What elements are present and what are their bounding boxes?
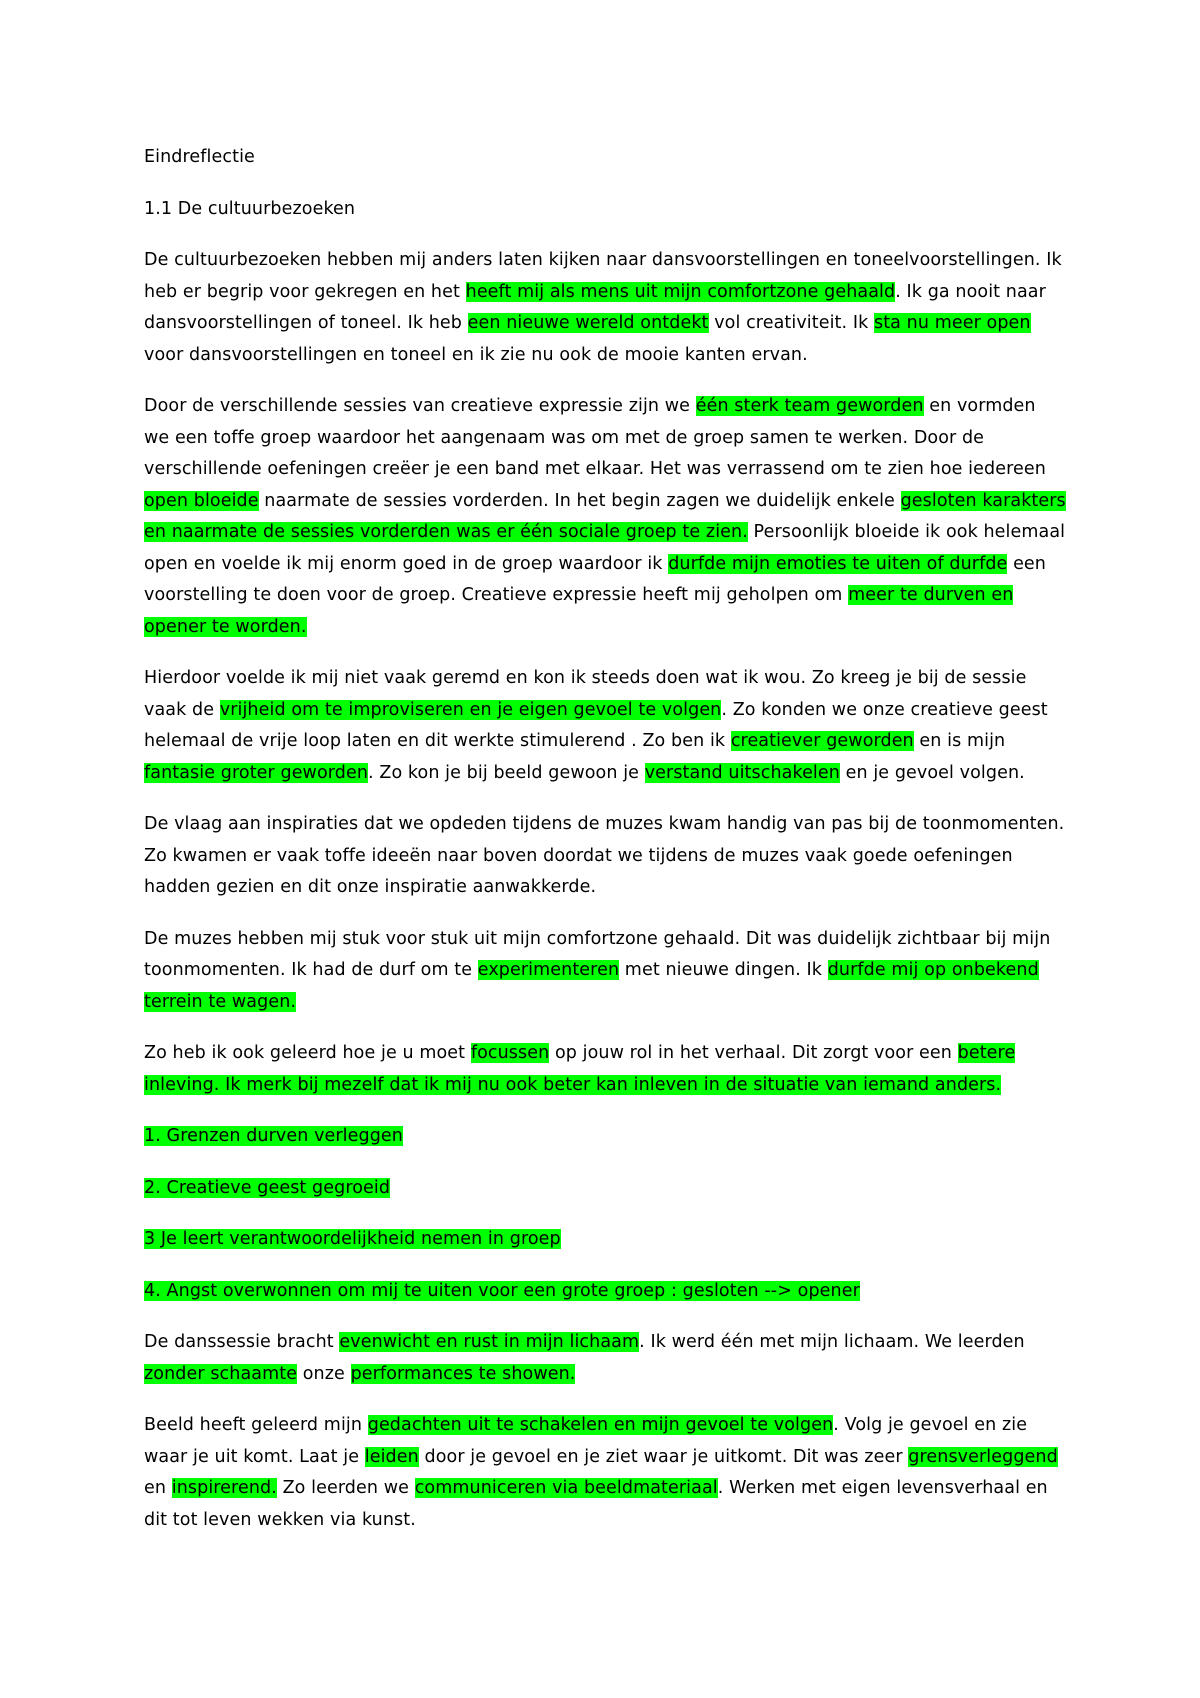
paragraph [144,924,1066,1019]
highlighted-text: verstand uitschakelen [644,762,840,783]
highlighted-text: één sterk team geworden [695,396,924,416]
paragraph [144,1038,1066,1101]
highlighted-text: durfde mij op onbekend terrein te wagen. [144,960,1039,1012]
highlighted-text: 1. Grenzen durven verleggen [144,1126,403,1146]
text-run: Zo leerden we [276,1478,415,1498]
paragraph [144,1121,1066,1153]
highlighted-text: gedachten uit te schakelen en mijn gevoel te volgen [367,1415,834,1435]
text-run: op jouw rol in het verhaal. Dit zorgt voor een [549,1043,958,1063]
highlighted-text: heeft mij als mens uit mijn comfortzone gehaald [465,281,896,302]
highlighted-text: open bloeide [144,490,259,511]
text-run: . Ik werd één met mijn lichaam. We leerden [639,1332,1025,1352]
highlighted-text: betere inleving. Ik merk bij mezelf dat ik mij nu ook beter kan inleven in de situatie van iemand anders. [144,1043,1016,1095]
text-run: en je gevoel volgen. [839,762,1025,783]
highlighted-text: fantasie groter geworden [144,762,369,783]
text-run: . Werken met eigen levensverhaal en dit tot leven wekken via kunst. [144,1478,1048,1530]
highlighted-text: vrijheid om te improviseren en je eigen gevoel te volgen [219,699,722,720]
paragraph [144,809,1066,904]
text-run: De muzes hebben mij stuk voor stuk uit mijn comfortzone gehaald. Dit was duidelijk zichtbaar bij mijn toonmomenten. Ik had de durf om te [144,928,1051,980]
paragraph [144,1173,1066,1205]
highlighted-text: 2. Creatieve geest gegroeid [144,1177,391,1198]
text-run: door je gevoel en je ziet waar je uitkomt. Dit was zeer [418,1446,909,1467]
text-run: . Ik ga nooit naar dansvoorstellingen of toneel. Ik heb [144,281,1046,333]
paragraph-list [144,245,1066,1536]
text-run: . Zo kon je bij beeld gewoon je [368,762,645,783]
paragraph [144,245,1066,371]
paragraph [144,391,1066,643]
text-run: De vlaag aan inspiraties dat we opdeden tijdens de muzes kwam handig van pas bij de toonmomenten. Zo kwamen er vaak toffe ideeën naar boven doordat we tijdens de muzes vaak goede oefeningen hadden gezien en dit onze inspiratie aanwakkerde. [144,814,1065,897]
highlighted-text: inspirerend. [171,1478,277,1498]
highlighted-text: durfde mijn emoties te uiten of durfde [668,553,1008,574]
text-run: . Volg je gevoel en zie waar je uit komt. Laat je [144,1415,1028,1467]
text-run: en vormden we een toffe groep waardoor het aangenaam was om met de groep samen te werken. Door de verschillende oefeningen creëer je een band met elkaar. Het was verrassend om te zien hoe iedereen [144,396,1046,479]
text-run: vol creativiteit. Ik [708,313,874,333]
text-run: naarmate de sessies vorderden. In het begin zagen we duidelijk enkele [258,490,901,511]
document-body [144,142,1066,1556]
section-heading: 1.1 De cultuurbezoeken [144,198,356,219]
paragraph [144,1276,1066,1308]
highlighted-text: 3 Je leert verantwoordelijkheid nemen in groep [144,1229,561,1249]
document-title: Eindreflectie [144,147,255,167]
text-run: De cultuurbezoeken hebben mij anders laten kijken naar dansvoorstellingen en toneelvoorstellingen. Ik heb er begrip voor gekregen en het [144,250,1062,302]
highlighted-text: een nieuwe wereld ontdekt [467,313,709,333]
highlighted-text: grensverleggend [908,1446,1058,1467]
paragraph [144,1224,1066,1256]
text-run: Beeld heeft geleerd mijn [144,1415,368,1435]
highlighted-text: evenwicht en rust in mijn lichaam [339,1332,640,1352]
highlighted-text: gesloten karakters en naarmate de sessies vorderden was er één sociale groep te zien. [144,490,1066,542]
highlighted-text: leiden [364,1446,419,1467]
text-run: en [144,1478,172,1498]
text-run: . Zo konden we onze creatieve geest helemaal de vrije loop laten en dit werkte stimulerend . Zo ben ik [144,699,1048,751]
highlighted-text: focussen [470,1043,550,1063]
text-run: Door de verschillende sessies van creatieve expressie zijn we [144,396,696,416]
text-run: onze [297,1363,351,1384]
paragraph [144,1327,1066,1390]
text-run: een voorstelling te doen voor de groep. Creatieve expressie heeft mij geholpen om [144,553,1046,605]
paragraph [144,1410,1066,1536]
paragraph [144,663,1066,789]
highlighted-text: creatiever geworden [730,731,914,751]
highlighted-text: sta nu meer open [873,313,1031,333]
text-run: Hierdoor voelde ik mij niet vaak geremd en kon ik steeds doen wat ik wou. Zo kreeg je bij de sessie vaak de [144,668,1027,720]
text-run: en is mijn [913,731,1006,751]
highlighted-text: meer te durven en opener te worden. [144,585,1014,637]
highlighted-text: 4. Angst overwonnen om mij te uiten voor een grote groep : gesloten --> opener [144,1280,860,1301]
text-run: Zo heb ik ook geleerd hoe je u moet [144,1043,471,1063]
highlighted-text: experimenteren [477,960,620,980]
text-run: met nieuwe dingen. Ik [619,960,828,980]
text-run: voor dansvoorstellingen en toneel en ik zie nu ook de mooie kanten ervan. [144,344,808,365]
text-run: Persoonlijk bloeide ik ook helemaal open en voelde ik mij enorm goed in de groep waardoor ik [144,522,1066,574]
text-run: De danssessie bracht [144,1332,340,1352]
highlighted-text: communiceren via beeldmateriaal [414,1478,718,1498]
highlighted-text: zonder schaamte [144,1363,298,1384]
highlighted-text: performances te showen. [350,1363,576,1384]
